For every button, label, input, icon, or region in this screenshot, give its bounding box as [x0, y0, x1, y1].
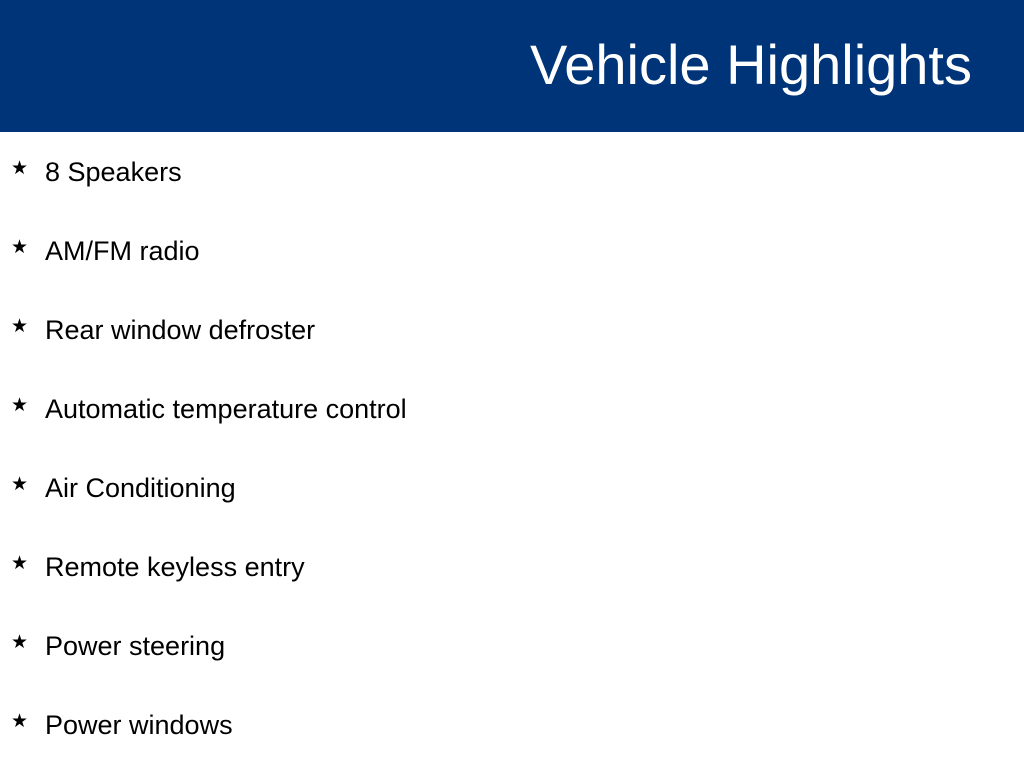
star-icon: ★: [11, 315, 29, 337]
list-item: [0, 303, 1024, 382]
star-icon: ★: [11, 473, 29, 495]
highlight-label: Power steering: [45, 631, 226, 661]
highlight-label: Rear window defroster: [45, 315, 316, 345]
highlight-label: 8 Speakers: [45, 157, 182, 187]
list-item: [0, 461, 1024, 540]
page-title: Vehicle Highlights: [529, 33, 972, 96]
list-item: [0, 698, 1024, 777]
highlight-label: Power windows: [45, 710, 233, 740]
highlight-label: Air Conditioning: [45, 473, 236, 503]
list-item: [0, 224, 1024, 303]
list-item: [0, 145, 1024, 224]
list-item: [0, 619, 1024, 698]
highlight-label: Automatic temperature control: [45, 394, 407, 424]
highlights-list: [0, 145, 1024, 777]
header-banner: [0, 0, 1024, 132]
star-icon: ★: [11, 157, 29, 179]
star-icon: ★: [11, 394, 29, 416]
star-icon: ★: [11, 236, 29, 258]
star-icon: ★: [11, 552, 29, 574]
highlight-label: AM/FM radio: [45, 236, 200, 266]
star-icon: ★: [11, 710, 29, 732]
highlight-label: Remote keyless entry: [45, 552, 305, 582]
list-item: [0, 540, 1024, 619]
star-icon: ★: [11, 631, 29, 653]
list-item: [0, 382, 1024, 461]
